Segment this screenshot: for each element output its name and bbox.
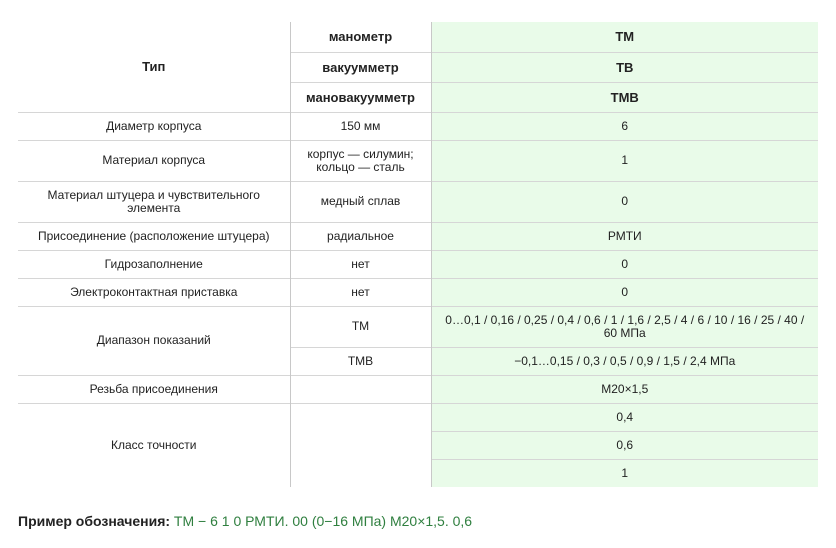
table-row [18, 250, 818, 278]
designation-example [18, 513, 472, 529]
accuracy-code-3: 1 [431, 459, 818, 487]
hydro-code: 0 [431, 250, 818, 278]
table-row [18, 278, 818, 306]
type-code-tmv: ТМВ [431, 82, 818, 112]
range-label: Диапазон показаний [18, 306, 290, 375]
range-values-tmv: −0,1…0,15 / 0,3 / 0,5 / 0,9 / 1,5 / 2,4 МПа [431, 347, 818, 375]
table-row [18, 222, 818, 250]
type-code-tv: ТВ [431, 52, 818, 82]
table-row [18, 375, 818, 403]
type-label: Тип [142, 59, 166, 75]
hydro-value: нет [290, 250, 431, 278]
diameter-label: Диаметр корпуса [18, 112, 290, 140]
type-name-manovacuummeter: мановакуумметр [290, 82, 431, 112]
spec-table [18, 22, 818, 487]
type-name-vacuummeter: вакуумметр [290, 52, 431, 82]
table-row [18, 181, 818, 222]
electro-value: нет [290, 278, 431, 306]
table-row [18, 306, 818, 347]
accuracy-code-2: 0,6 [431, 431, 818, 459]
fitting-material-code: 0 [431, 181, 818, 222]
type-name-manometer: манометр [290, 22, 431, 52]
example-code: ТМ − 6 1 0 РМТИ. 00 (0−16 МПа) М20×1,5. 0,6 [173, 513, 473, 529]
accuracy-label: Класс точности [18, 403, 290, 487]
thread-code: М20×1,5 [431, 375, 818, 403]
range-values-tm: 0…0,1 / 0,16 / 0,25 / 0,4 / 0,6 / 1 / 1,6 / 2,5 / 4 / 6 / 10 / 16 / 25 / 40 / 60 МПа [431, 306, 818, 347]
hydro-label: Гидрозаполнение [18, 250, 290, 278]
connection-value: радиальное [290, 222, 431, 250]
thread-value [290, 375, 431, 403]
diameter-value: 150 мм [290, 112, 431, 140]
connection-label: Присоединение (расположение штуцера) [18, 222, 290, 250]
table-row [18, 22, 818, 52]
material-label: Материал корпуса [18, 140, 290, 181]
connection-code: РМТИ [431, 222, 818, 250]
example-label: Пример обозначения: [18, 513, 171, 529]
fitting-material-value: медный сплав [290, 181, 431, 222]
table-row [18, 140, 818, 181]
range-type-tm: ТМ [290, 306, 431, 347]
table-row [18, 403, 818, 431]
range-type-tmv: ТМВ [290, 347, 431, 375]
thread-label: Резьба присоединения [18, 375, 290, 403]
material-value: корпус — силумин; кольцо — сталь [290, 140, 431, 181]
diameter-code: 6 [431, 112, 818, 140]
type-code-tm: ТМ [431, 22, 818, 52]
electro-label: Электроконтактная приставка [18, 278, 290, 306]
accuracy-value [290, 403, 431, 487]
fitting-material-label: Материал штуцера и чувствительного элемента [18, 181, 290, 222]
table-row [18, 112, 818, 140]
accuracy-code-1: 0,4 [431, 403, 818, 431]
electro-code: 0 [431, 278, 818, 306]
material-code: 1 [431, 140, 818, 181]
